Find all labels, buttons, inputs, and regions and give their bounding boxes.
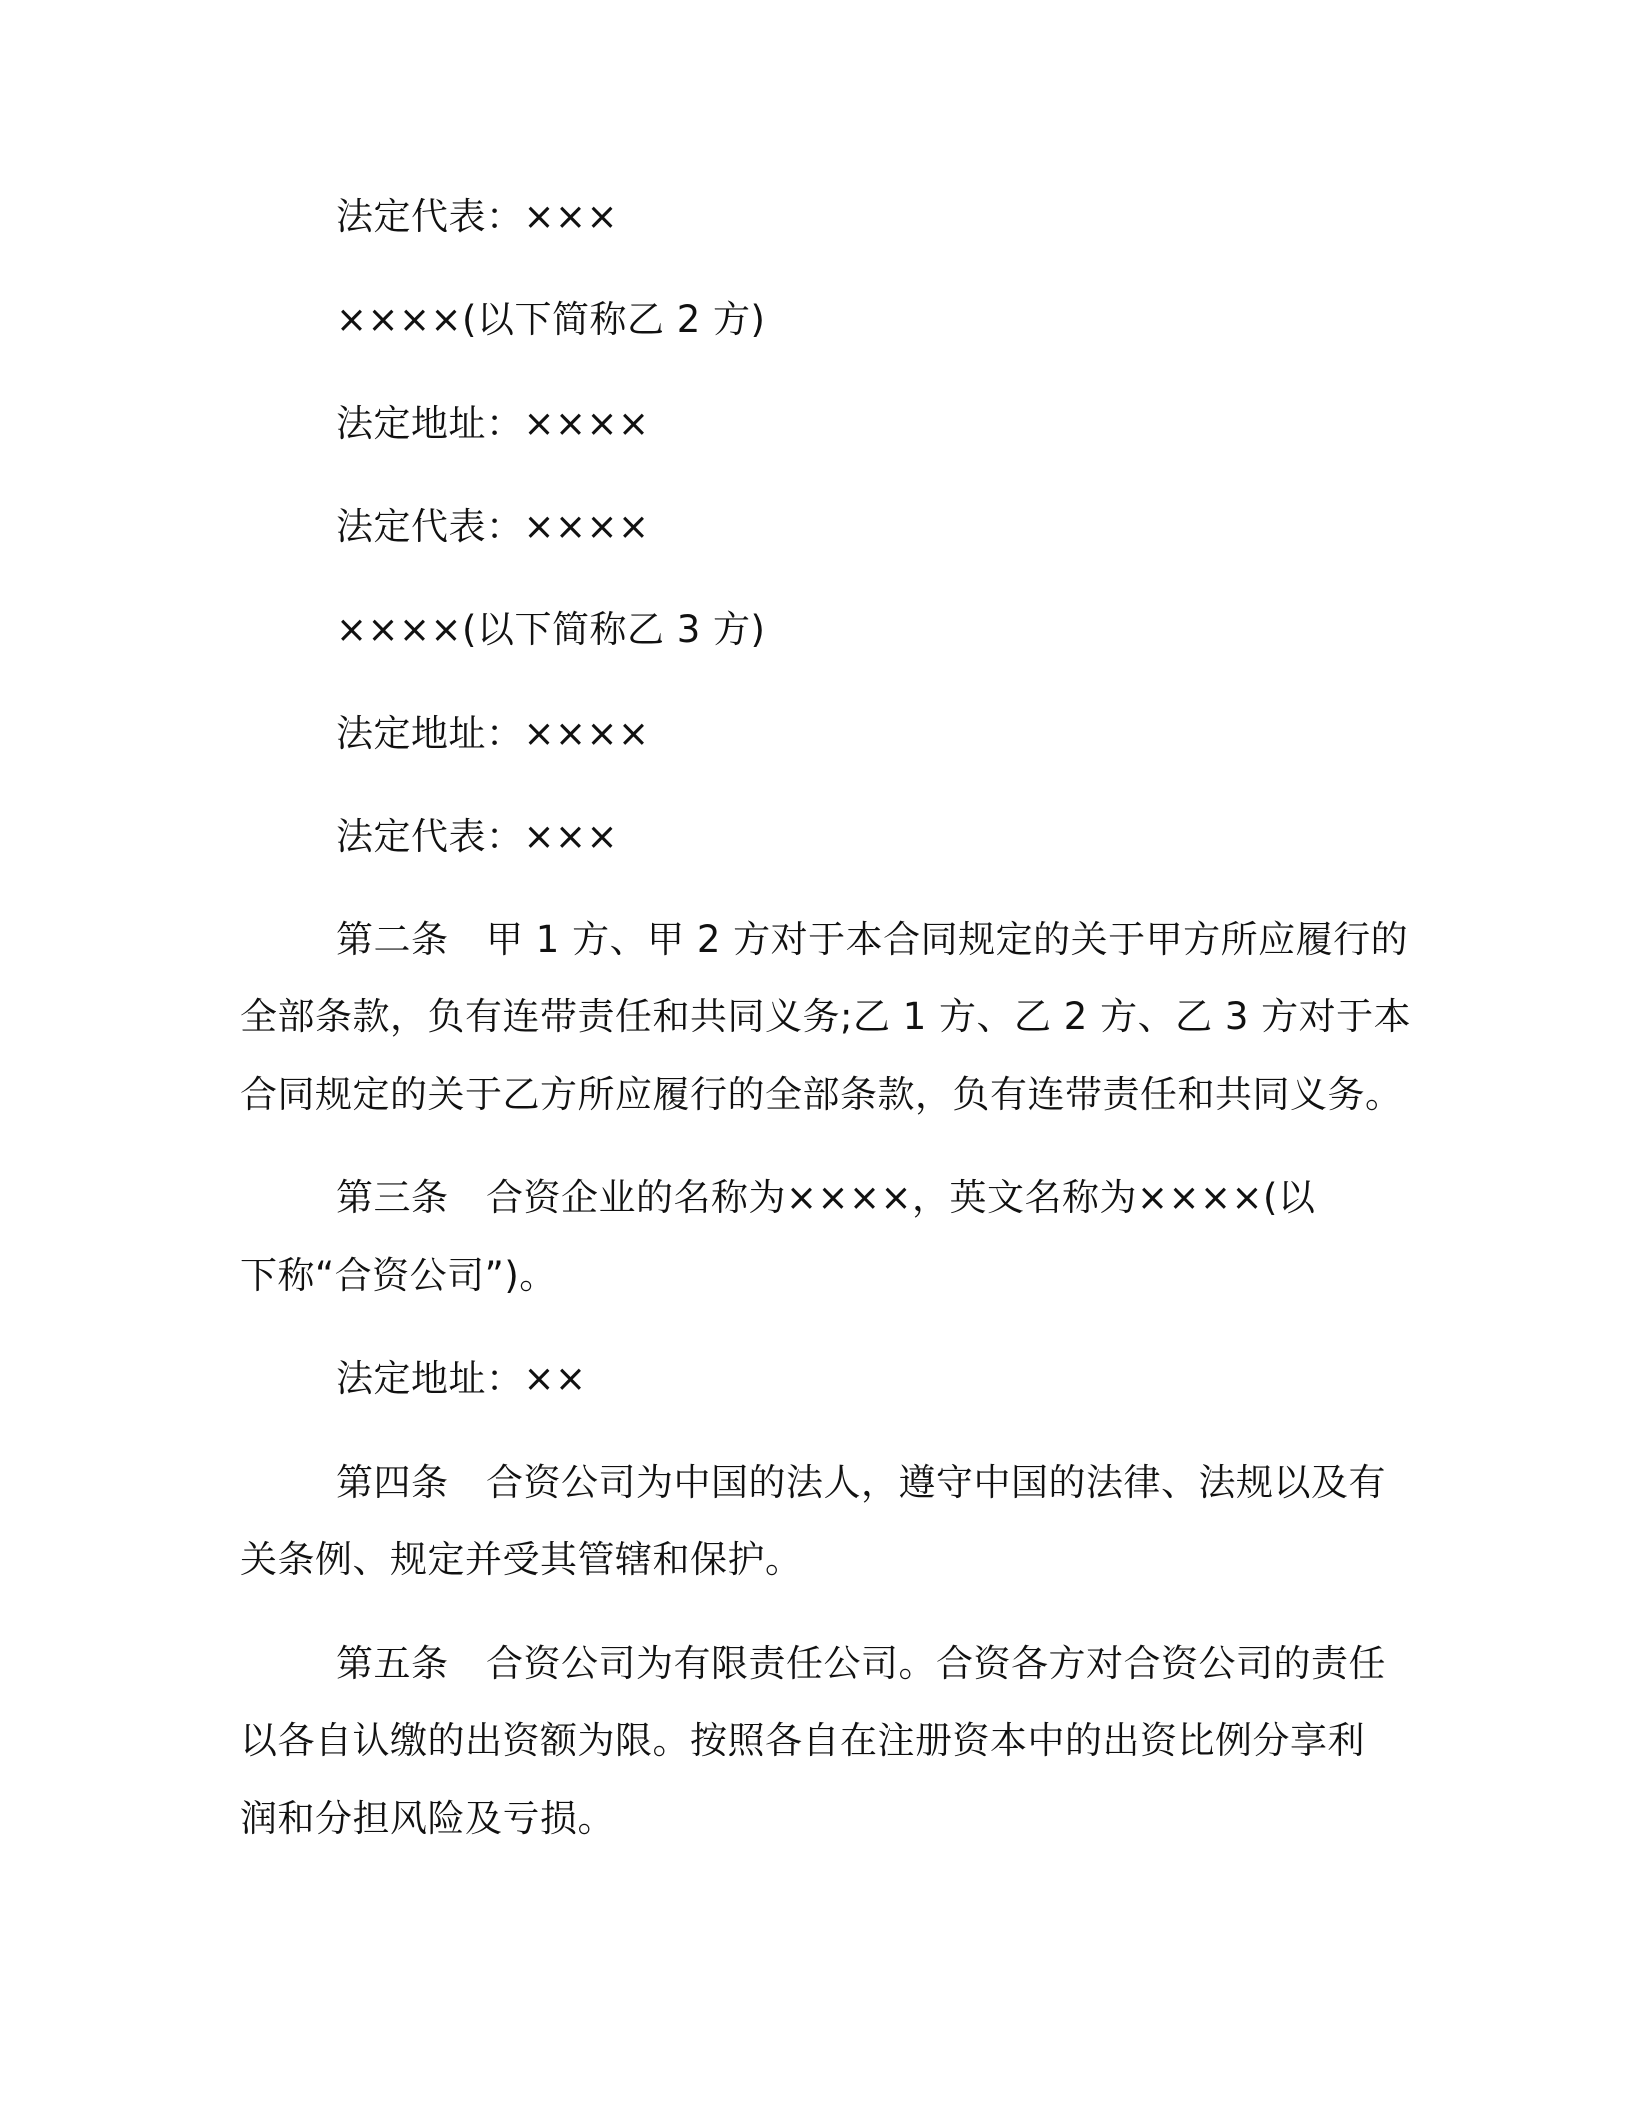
article-3-line-1: 第三条 合资企业的名称为××××，英文名称为××××(以 [336,1176,1316,1219]
party-b3-address-line: 法定地址：×××× [336,712,650,755]
party-b3-line: ××××(以下简称乙 3 方) [336,608,766,651]
article-2-line-2: 全部条款，负有连带责任和共同义务;乙 1 方、乙 2 方、乙 3 方对于本 [240,995,1412,1038]
party-b2-address-line: 法定地址：×××× [336,402,650,445]
jv-address-line: 法定地址：×× [336,1357,587,1400]
article-5-line-1: 第五条 合资公司为有限责任公司。合资各方对合资公司的责任 [336,1642,1386,1685]
article-4-line-1: 第四条 合资公司为中国的法人，遵守中国的法律、法规以及有 [336,1461,1386,1504]
article-2-line-3: 合同规定的关于乙方所应履行的全部条款，负有连带责任和共同义务。 [240,1073,1403,1116]
party-b2-line: ××××(以下简称乙 2 方) [336,298,766,341]
article-2-line-1: 第二条 甲 1 方、甲 2 方对于本合同规定的关于甲方所应履行的 [336,918,1409,961]
party-b3-representative-line: 法定代表：××× [336,815,619,858]
legal-representative-line: 法定代表：××× [336,195,619,238]
article-5-line-3: 润和分担风险及亏损。 [240,1797,615,1840]
party-b2-representative-line: 法定代表：×××× [336,505,650,548]
article-3-line-2: 下称“合资公司”)。 [240,1254,557,1297]
article-5-line-2: 以各自认缴的出资额为限。按照各自在注册资本中的出资比例分享利 [240,1719,1365,1762]
article-4-line-2: 关条例、规定并受其管辖和保护。 [240,1538,803,1581]
